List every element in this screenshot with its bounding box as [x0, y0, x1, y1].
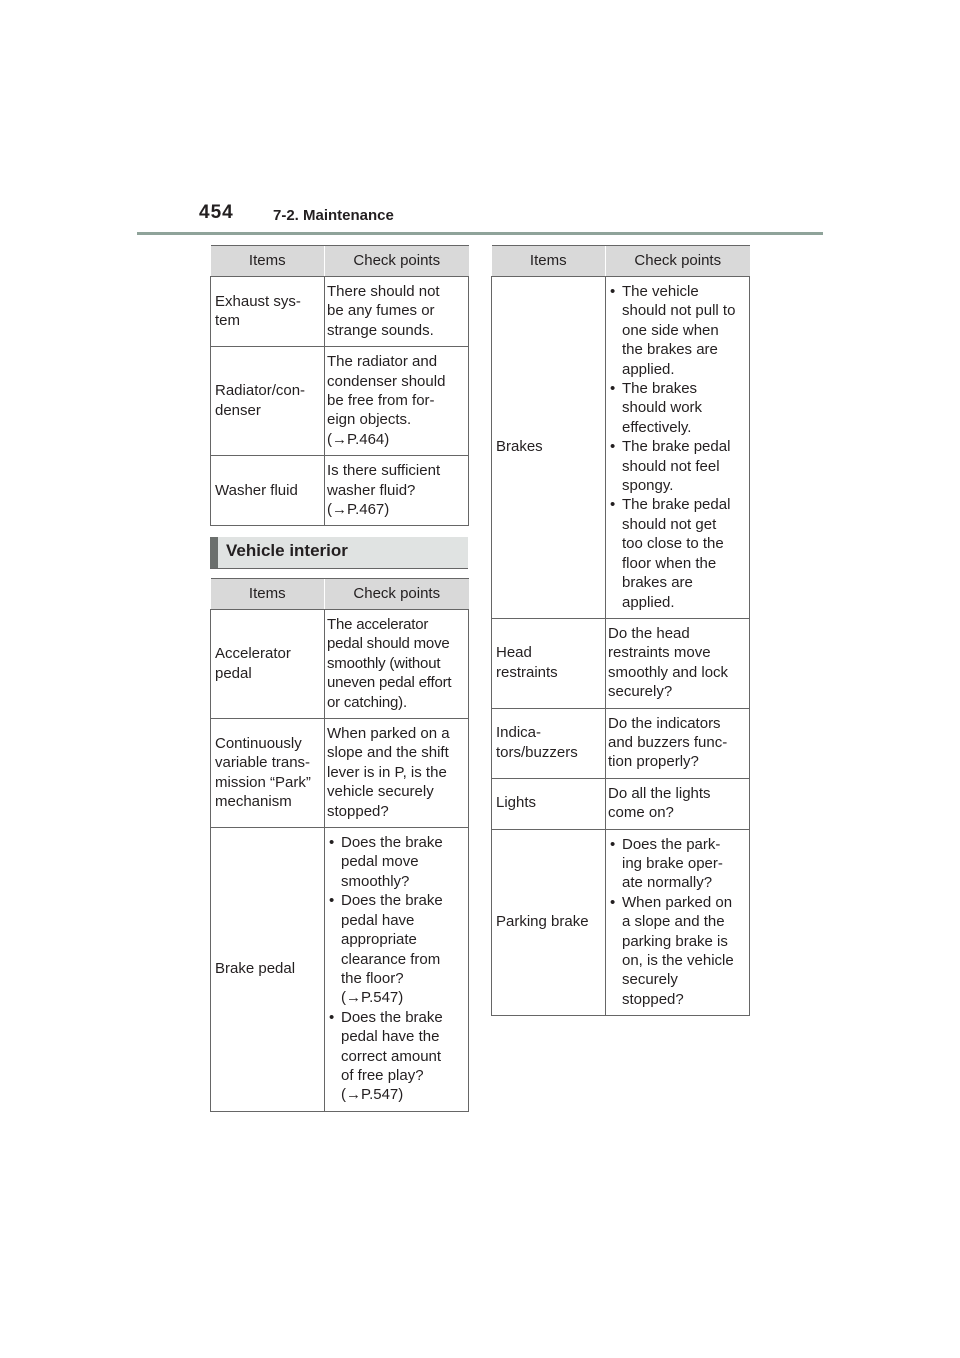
check-text: When parked on a slope and the shift lever is in P, is the vehicle securely stopped? — [327, 725, 450, 820]
table-row — [492, 708, 750, 778]
heading-text: Vehicle interior — [226, 541, 348, 560]
page-number: 454 — [199, 202, 234, 223]
item-label: Exhaust sys- tem — [215, 292, 301, 330]
item-label: Lights — [496, 794, 537, 812]
check-cell — [325, 610, 469, 719]
check-text: The accelerator pedal should move smoothly (without uneven pedal effort or catching). — [327, 616, 452, 711]
item-label: Brakes — [496, 438, 543, 456]
table-row — [211, 719, 469, 828]
list-item: • Does the brake pedal have appropriate clearance from the floor? (→P.547) — [327, 891, 462, 1007]
item-label: Continuously variable trans- mission “Park” mechanism — [215, 734, 311, 810]
check-cell — [606, 778, 750, 829]
item-cell — [492, 708, 606, 778]
items-column-header: Items — [211, 246, 325, 277]
heading-rule — [210, 568, 468, 569]
bullet-list — [327, 833, 462, 1105]
item-cell — [492, 618, 606, 708]
check-cell — [325, 719, 469, 828]
table-header-row — [211, 579, 469, 610]
check-text: Do the head restraints move smoothly and lock securely? — [608, 624, 729, 701]
table-row — [211, 277, 469, 347]
item-label: Indica- tors/buzzers — [496, 724, 578, 761]
table-header-row — [492, 246, 750, 277]
check-text: There should not be any fumes or strange sounds. — [327, 283, 440, 339]
vehicle-interior-heading — [210, 537, 468, 568]
exterior-checks-table — [210, 245, 469, 526]
check-text: The radiator and condenser should be free from for- eign objects. (→P.464) — [327, 353, 446, 448]
heading-accent-bar — [210, 537, 218, 568]
item-cell — [211, 828, 325, 1112]
list-item: • Does the park- ing brake oper- ate normally? — [608, 835, 743, 893]
bullet-list — [608, 282, 743, 612]
check-cell — [325, 347, 469, 456]
item-label: Accelerator pedal — [215, 645, 291, 682]
check-cell — [606, 277, 750, 619]
list-item: • The brake pedal should not feel spongy. — [608, 437, 743, 495]
table-row — [492, 618, 750, 708]
table-row — [492, 829, 750, 1016]
bullet-list — [608, 835, 743, 1010]
item-cell — [211, 719, 325, 828]
item-cell — [492, 829, 606, 1016]
item-label: Parking brake — [496, 913, 589, 931]
check-text: Is there sufficient washer fluid? (→P.467) — [327, 462, 441, 519]
table-row — [211, 610, 469, 719]
check-text: Do all the lights come on? — [608, 784, 711, 822]
table-row — [211, 347, 469, 456]
item-label: Head restraints — [496, 644, 558, 681]
check-cell — [606, 618, 750, 708]
item-label: Washer fluid — [215, 481, 298, 499]
check-cell — [325, 277, 469, 347]
check-cell — [325, 456, 469, 526]
items-column-header: Items — [211, 579, 325, 610]
table-row — [211, 828, 469, 1112]
item-cell — [492, 277, 606, 619]
item-cell — [211, 456, 325, 526]
general-checks-table — [491, 245, 750, 1016]
check-cell — [325, 828, 469, 1112]
list-item: • The brake pedal should not get too close to the floor when the brakes are applied. — [608, 495, 743, 611]
interior-checks-table — [210, 578, 469, 1112]
list-item: • Does the brake pedal move smoothly? — [327, 833, 462, 891]
list-item: • The vehicle should not pull to one side when the brakes are applied. — [608, 282, 743, 379]
item-label: Radiator/con- denser — [215, 382, 306, 419]
list-item: • When parked on a slope and the parking brake is on, is the vehicle securely stopped? — [608, 893, 743, 1009]
check-cell — [606, 708, 750, 778]
check-points-column-header: Check points — [325, 246, 469, 277]
table-header-row — [211, 246, 469, 277]
item-cell — [211, 347, 325, 456]
section-title: 7-2. Maintenance — [273, 207, 394, 224]
table-row — [492, 778, 750, 829]
check-text: Do the indicators and buzzers func- tion properly? — [608, 714, 728, 771]
table-row — [211, 456, 469, 526]
items-column-header: Items — [492, 246, 606, 277]
check-points-column-header: Check points — [606, 246, 750, 277]
item-cell — [211, 610, 325, 719]
item-cell — [492, 778, 606, 829]
item-cell — [211, 277, 325, 347]
check-cell — [606, 829, 750, 1016]
header-rule — [137, 232, 823, 235]
table-row — [492, 277, 750, 619]
check-points-column-header: Check points — [325, 579, 469, 610]
item-label: Brake pedal — [215, 960, 296, 978]
list-item: • Does the brake pedal have the correct amount of free play? (→P.547) — [327, 1008, 462, 1105]
list-item: • The brakes should work effectively. — [608, 379, 743, 437]
